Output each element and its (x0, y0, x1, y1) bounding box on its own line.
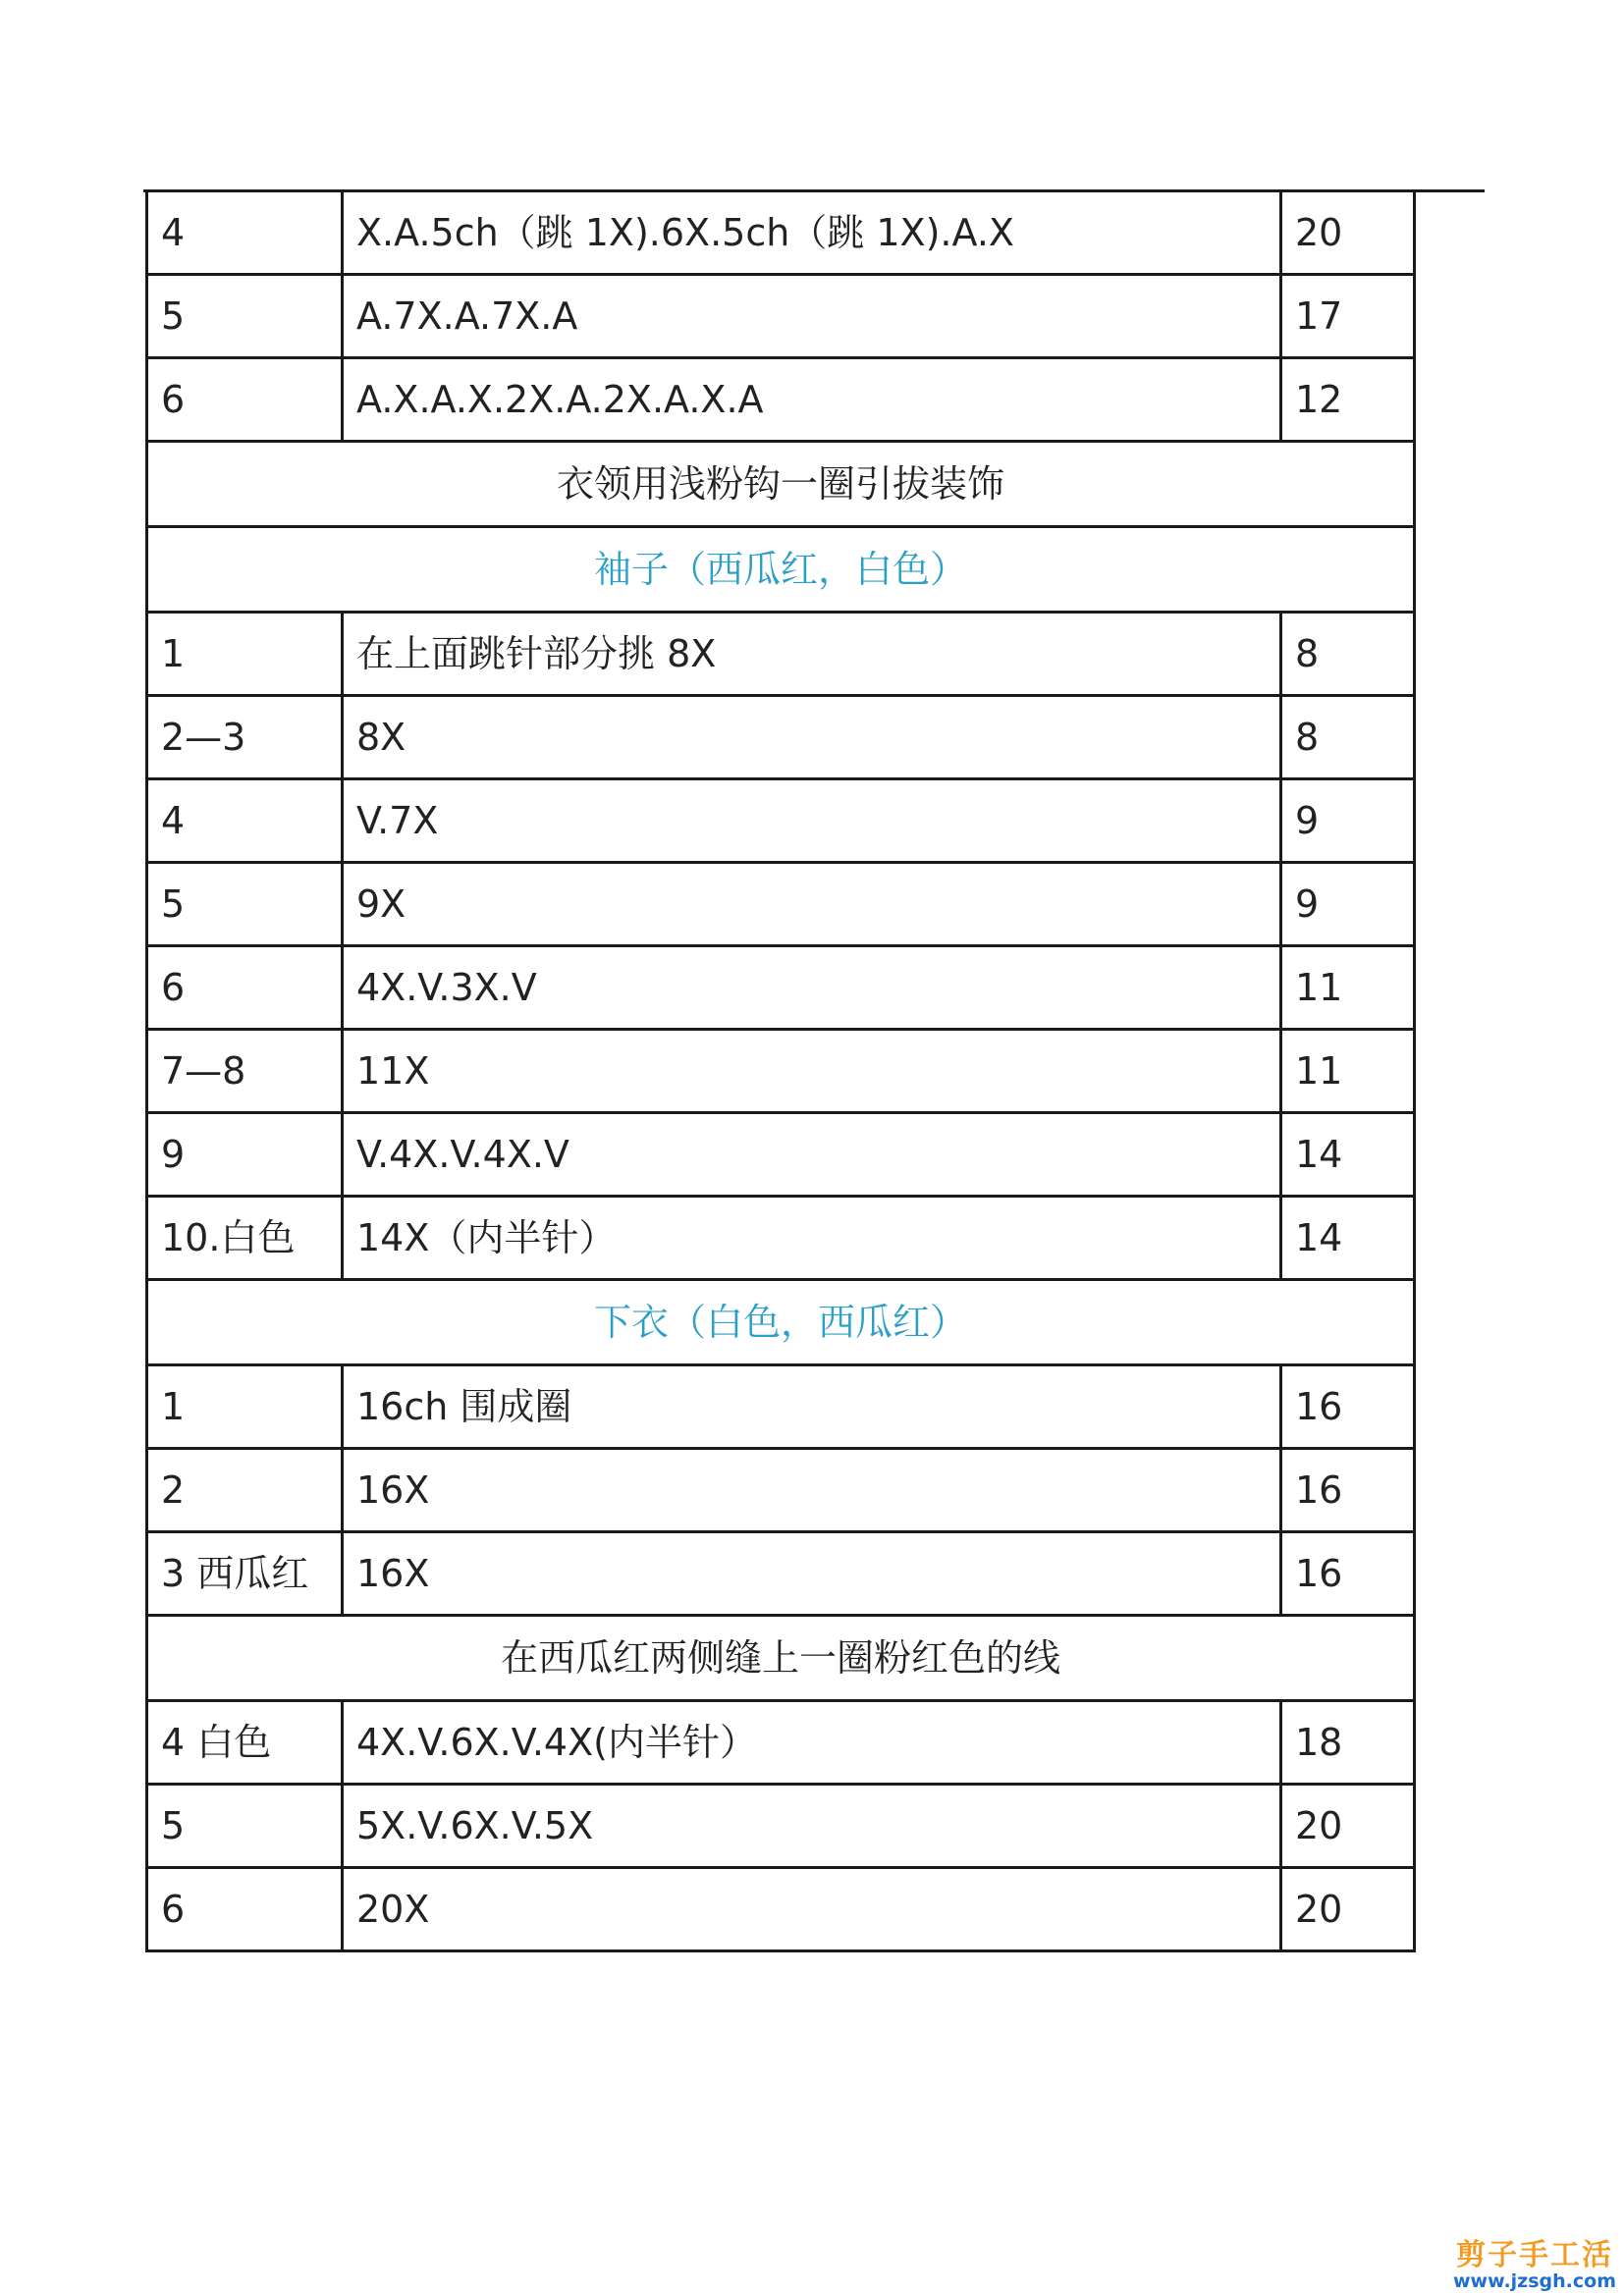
count-cell: 14 (1281, 1113, 1415, 1197)
table-row (147, 1030, 1415, 1113)
count-cell: 11 (1281, 1030, 1415, 1113)
table-row (147, 1785, 1415, 1868)
table-row (147, 946, 1415, 1030)
table-row (147, 1701, 1415, 1785)
round-cell: 5 (147, 275, 343, 358)
round-cell: 2 (147, 1449, 343, 1532)
table-row (147, 613, 1415, 696)
table-row (147, 358, 1415, 442)
instruction-note: 衣领用浅粉钩一圈引拔装饰 (147, 442, 1415, 527)
round-cell: 6 (147, 1868, 343, 1951)
round-cell: 5 (147, 863, 343, 946)
table-row (147, 1197, 1415, 1280)
table-row (147, 192, 1415, 275)
section-row (147, 1616, 1415, 1701)
stitch-cell: 8X (343, 696, 1281, 779)
count-cell: 8 (1281, 613, 1415, 696)
count-cell: 18 (1281, 1701, 1415, 1785)
table-row (147, 1449, 1415, 1532)
watermark-logo (1453, 2239, 1616, 2292)
stitch-cell: 16X (343, 1449, 1281, 1532)
stitch-cell: V.4X.V.4X.V (343, 1113, 1281, 1197)
stitch-cell: 在上面跳针部分挑 8X (343, 613, 1281, 696)
count-cell: 17 (1281, 275, 1415, 358)
stitch-cell: 5X.V.6X.V.5X (343, 1785, 1281, 1868)
table-row (147, 1365, 1415, 1449)
stitch-cell: 16ch 围成圈 (343, 1365, 1281, 1449)
count-cell: 11 (1281, 946, 1415, 1030)
round-cell: 1 (147, 613, 343, 696)
stitch-cell: 16X (343, 1532, 1281, 1616)
stitch-cell: V.7X (343, 779, 1281, 863)
stitch-cell: 9X (343, 863, 1281, 946)
section-row (147, 442, 1415, 527)
stitch-cell: A.7X.A.7X.A (343, 275, 1281, 358)
stitch-cell: X.A.5ch（跳 1X).6X.5ch（跳 1X).A.X (343, 192, 1281, 275)
table-row (147, 863, 1415, 946)
round-cell: 9 (147, 1113, 343, 1197)
section-row (147, 1280, 1415, 1365)
section-row (147, 527, 1415, 613)
round-cell: 2—3 (147, 696, 343, 779)
table-row (147, 696, 1415, 779)
stitch-cell: 14X（内半针） (343, 1197, 1281, 1280)
round-cell: 5 (147, 1785, 343, 1868)
stitch-cell: 4X.V.6X.V.4X(内半针） (343, 1701, 1281, 1785)
round-cell: 1 (147, 1365, 343, 1449)
count-cell: 12 (1281, 358, 1415, 442)
count-cell: 20 (1281, 1868, 1415, 1951)
watermark-url: www.jzsgh.com (1453, 2270, 1616, 2293)
count-cell: 14 (1281, 1197, 1415, 1280)
count-cell: 20 (1281, 192, 1415, 275)
round-cell: 4 (147, 779, 343, 863)
section-heading: 下衣（白色，西瓜红） (147, 1280, 1415, 1365)
instruction-note: 在西瓜红两侧缝上一圈粉红色的线 (147, 1616, 1415, 1701)
count-cell: 9 (1281, 779, 1415, 863)
stitch-cell: 20X (343, 1868, 1281, 1951)
stitch-cell: 4X.V.3X.V (343, 946, 1281, 1030)
count-cell: 16 (1281, 1449, 1415, 1532)
round-cell: 6 (147, 358, 343, 442)
count-cell: 20 (1281, 1785, 1415, 1868)
table-row (147, 1532, 1415, 1616)
pattern-table (145, 192, 1416, 1952)
count-cell: 8 (1281, 696, 1415, 779)
table-row (147, 1113, 1415, 1197)
round-cell: 3 西瓜红 (147, 1532, 343, 1616)
round-cell: 4 白色 (147, 1701, 343, 1785)
round-cell: 4 (147, 192, 343, 275)
count-cell: 9 (1281, 863, 1415, 946)
stitch-cell: A.X.A.X.2X.A.2X.A.X.A (343, 358, 1281, 442)
section-heading: 袖子（西瓜红，白色） (147, 527, 1415, 613)
stitch-cell: 11X (343, 1030, 1281, 1113)
table-body (147, 192, 1415, 1951)
watermark-title: 剪子手工活 (1456, 2238, 1613, 2273)
count-cell: 16 (1281, 1532, 1415, 1616)
round-cell: 10.白色 (147, 1197, 343, 1280)
table-row (147, 779, 1415, 863)
round-cell: 6 (147, 946, 343, 1030)
table-row (147, 1868, 1415, 1951)
count-cell: 16 (1281, 1365, 1415, 1449)
table-row (147, 275, 1415, 358)
round-cell: 7—8 (147, 1030, 343, 1113)
